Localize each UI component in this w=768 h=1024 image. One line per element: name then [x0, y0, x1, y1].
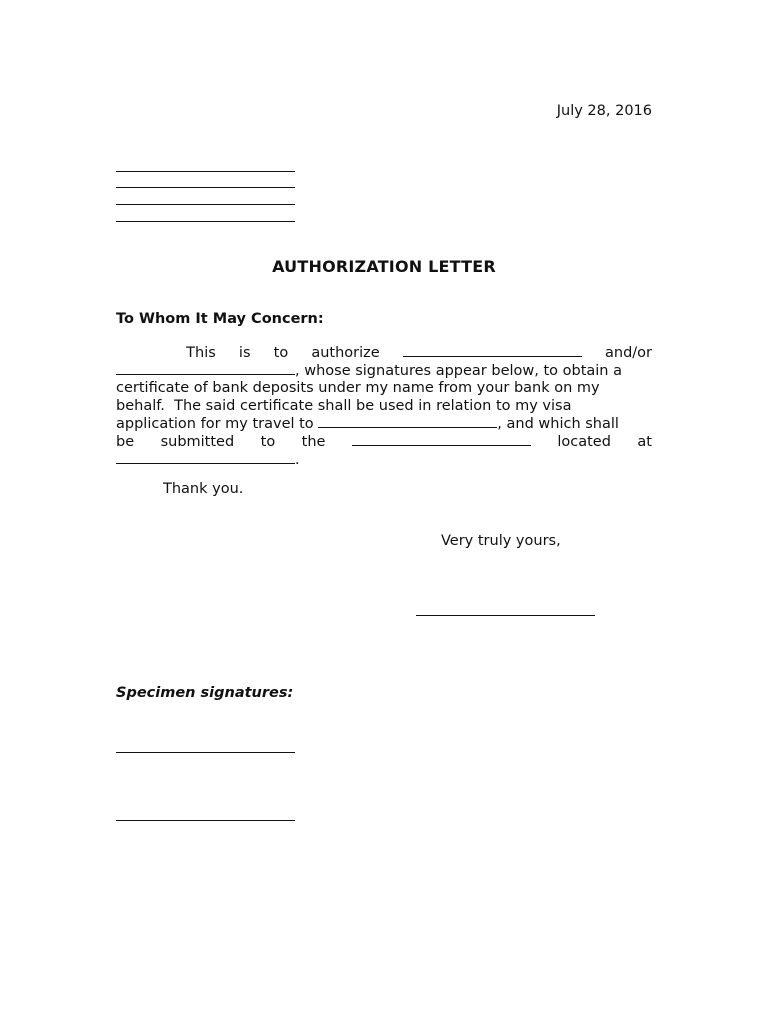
- recipient-address-line: [116, 204, 295, 205]
- body-word: located: [557, 434, 611, 451]
- body-word: is: [238, 345, 251, 361]
- body-line-5: [116, 415, 652, 433]
- specimen-signature-line: [116, 752, 295, 753]
- body-word: submitted: [160, 434, 235, 451]
- body-text: behalf. The said certificate shall be used in relation to my visa: [116, 397, 572, 414]
- body-line-6: [116, 433, 652, 451]
- body-word: to: [260, 434, 276, 451]
- body-text: certificate of bank deposits under my name from your bank on my: [116, 380, 600, 397]
- body-word: authorize: [311, 345, 380, 361]
- body-word: This: [186, 345, 216, 361]
- signature-line: [416, 615, 595, 616]
- specimen-signature-line: [116, 820, 295, 821]
- body-word: to: [273, 345, 289, 361]
- body-word: at: [637, 434, 652, 451]
- body-word: the: [301, 434, 326, 451]
- body-text: application for my travel to: [116, 415, 314, 432]
- thank-you-text: Thank you.: [163, 481, 244, 497]
- letter-date: July 28, 2016: [556, 103, 652, 119]
- salutation: To Whom It May Concern:: [116, 311, 324, 327]
- body-word: and/or: [605, 345, 652, 361]
- body-line-1: [116, 344, 652, 362]
- travel-destination-blank: [318, 415, 497, 428]
- recipient-address-line: [116, 187, 295, 188]
- body-text: , and which shall: [497, 415, 619, 432]
- body-line-3: [116, 380, 652, 397]
- body-line-2-content: [116, 362, 622, 380]
- authorized-person-2-blank: [116, 362, 295, 375]
- specimen-signatures-label: Specimen signatures:: [116, 685, 294, 701]
- closing-text: Very truly yours,: [441, 533, 561, 549]
- letter-title: AUTHORIZATION LETTER: [272, 257, 496, 276]
- embassy-name-blank: [352, 433, 531, 446]
- recipient-address-line: [116, 171, 295, 172]
- body-line-4: [116, 398, 652, 415]
- letter-body: [116, 344, 652, 469]
- body-line-7: [116, 451, 652, 469]
- body-text: .: [295, 452, 300, 469]
- body-line-2: [116, 362, 652, 380]
- body-text: , whose signatures appear below, to obtain a: [295, 363, 622, 380]
- body-line-5-content: [116, 415, 619, 433]
- body-word: be: [116, 434, 135, 451]
- recipient-address-line: [116, 221, 295, 222]
- authorized-person-1-blank: [403, 344, 582, 357]
- embassy-location-blank: [116, 451, 295, 464]
